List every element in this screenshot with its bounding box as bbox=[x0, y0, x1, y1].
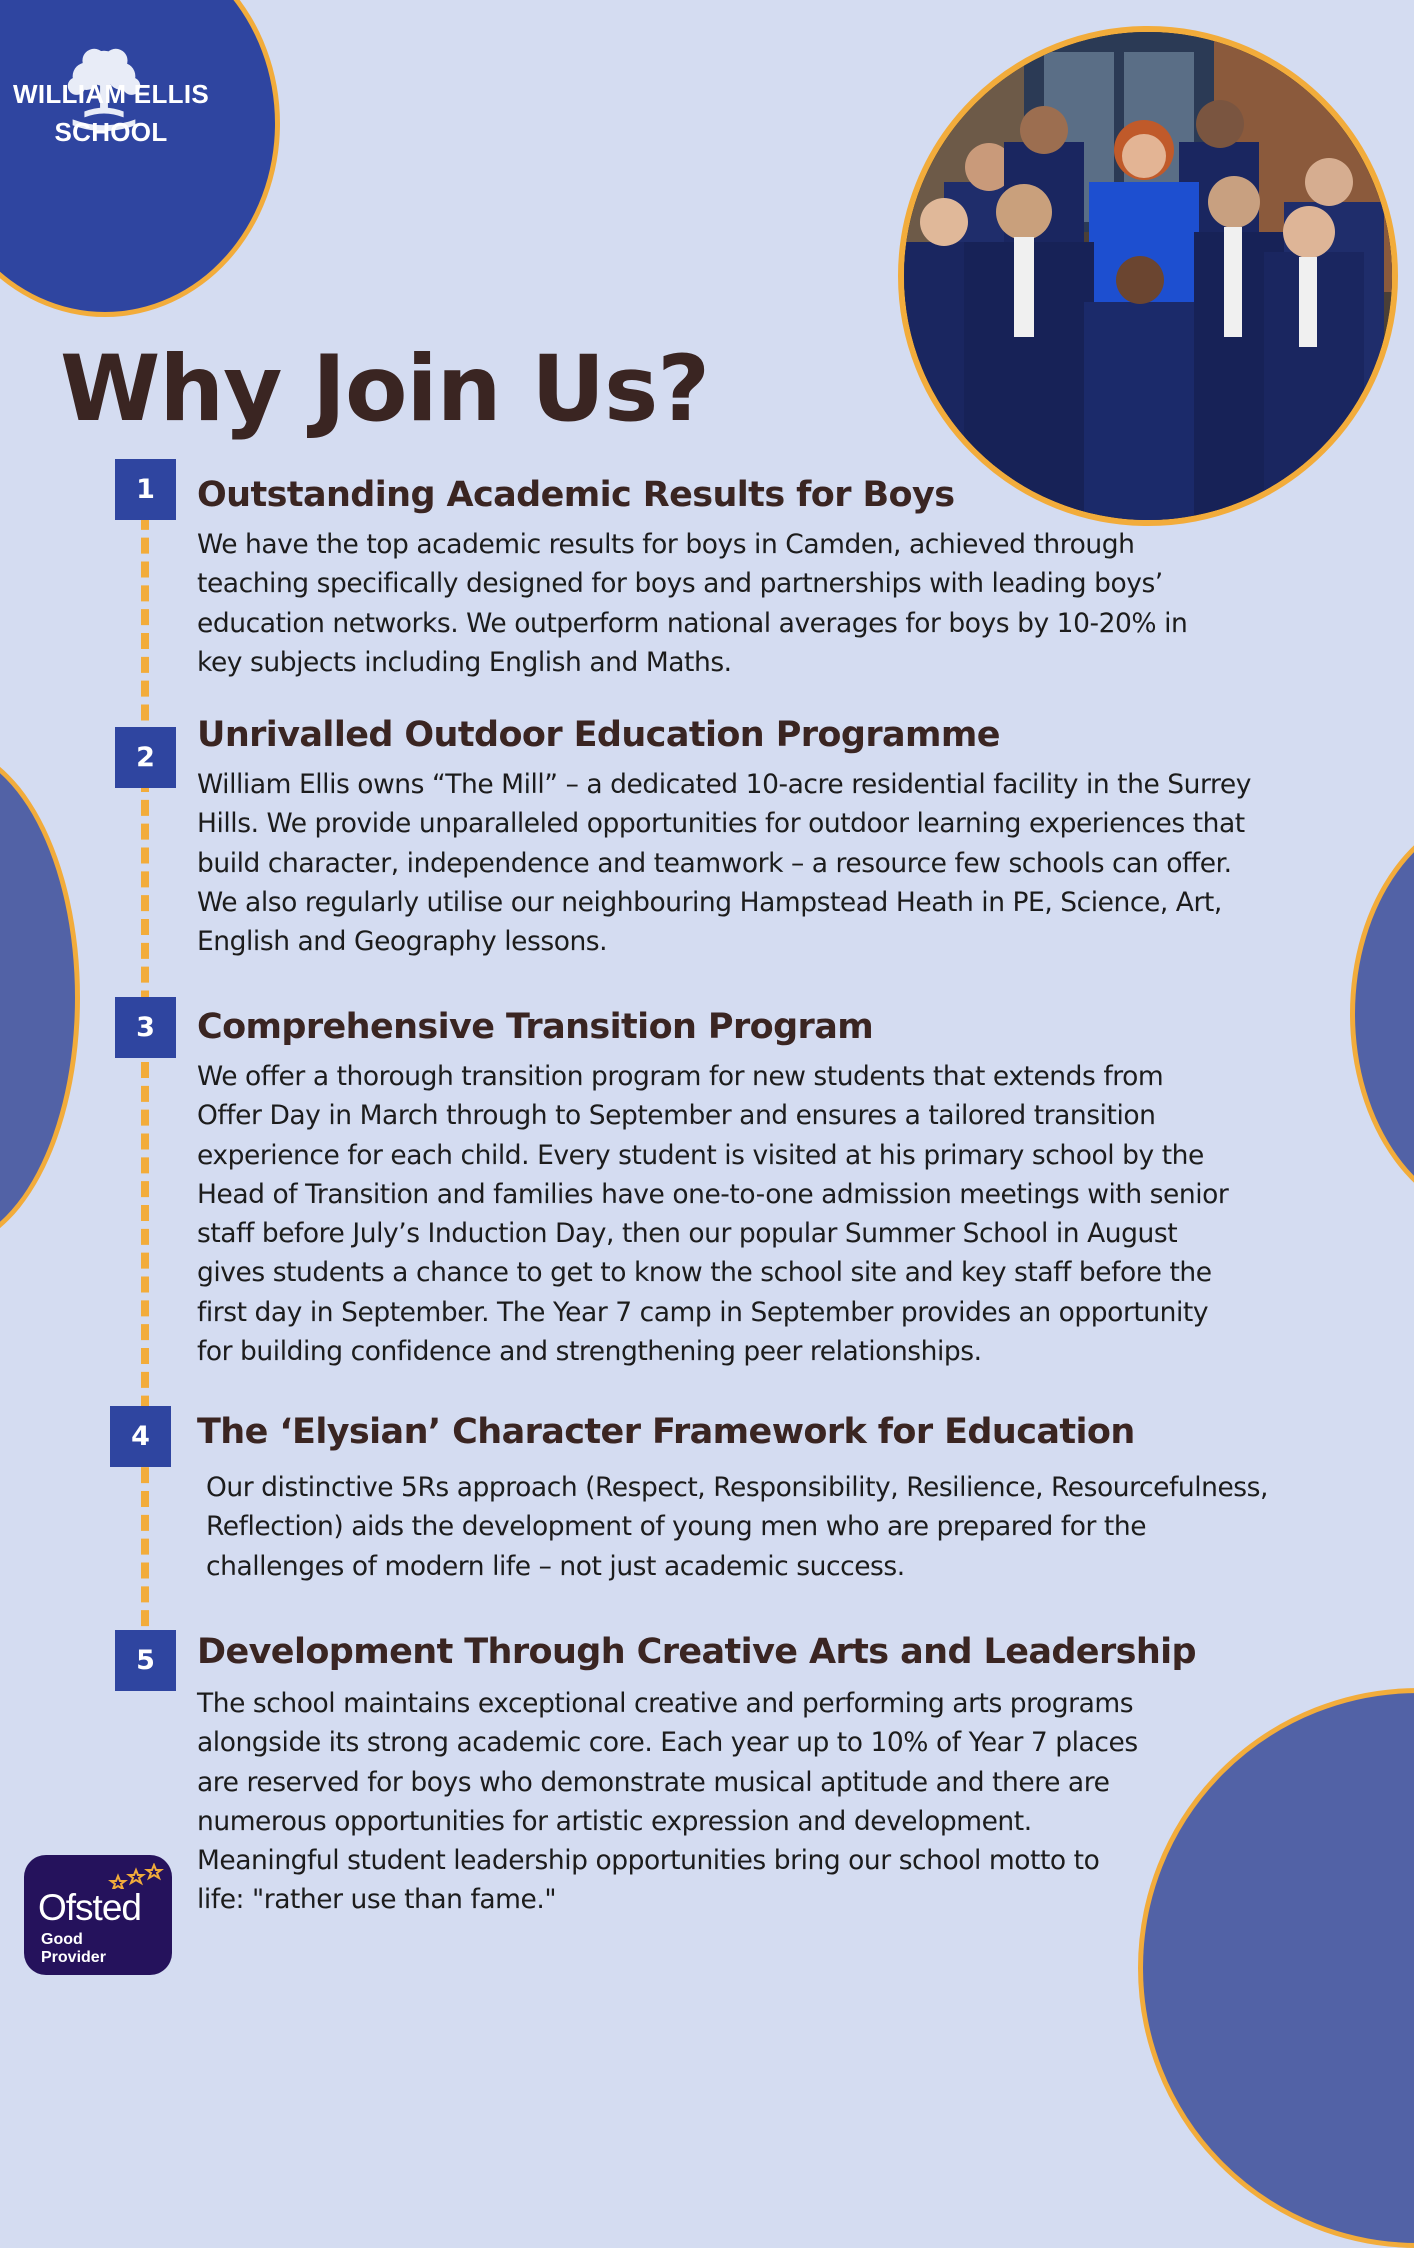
item-title-4: The ‘Elysian’ Character Framework for Education bbox=[197, 1412, 1135, 1452]
item-title-1: Outstanding Academic Results for Boys bbox=[197, 475, 955, 515]
ofsted-grade: Good Provider bbox=[41, 1931, 106, 1966]
item-number-5: 5 bbox=[115, 1630, 176, 1691]
item-title-3: Comprehensive Transition Program bbox=[197, 1007, 874, 1047]
timeline-line bbox=[141, 490, 149, 1650]
school-logo bbox=[0, 0, 280, 317]
item-description-5: The school maintains exceptional creative and performing arts programs alongside its strong academic core. Each year up to 10% of Year 7 places are reserved for boys who demonstrate musical aptitude and there are numerous opportunities for artistic expression and development. Meaningful student leadership opportunities bring our school motto to life: "rather use than fame." bbox=[197, 1688, 1138, 1916]
item-number-3: 3 bbox=[115, 997, 176, 1058]
stars-icon bbox=[108, 1863, 178, 1889]
page-title: Why Join Us? bbox=[60, 337, 710, 442]
decorative-circle-right bbox=[1350, 808, 1414, 1220]
item-description-3: We offer a thorough transition program for new students that extends from Offer Day in March through to September and ensures a tailored transition experience for each child. Every student is visited at his primary school by the Head of Transition and families have one-to-one admission meetings with senior staff before July’s Induction Day, then our popular Summer School in August gives students a chance to get to know the school site and key staff before the first day in September. The Year 7 camp in September provides an opportunity for building confidence and strengthening peer relationships. bbox=[197, 1061, 1229, 1368]
item-number-1: 1 bbox=[115, 459, 176, 520]
school-name: WILLIAM ELLIS SCHOOL bbox=[13, 79, 209, 147]
photo-illustration bbox=[904, 32, 1392, 520]
ofsted-wordmark: Ofsted bbox=[38, 1887, 141, 1928]
item-description-4: Our distinctive 5Rs approach (Respect, Responsibility, Resilience, Resourcefulness, Reflection) aids the development of young men who are prepared for the challenges of modern life – not just academic success. bbox=[206, 1472, 1268, 1582]
students-group-photo bbox=[898, 26, 1398, 526]
decorative-circle-bottom bbox=[1138, 1688, 1414, 2248]
item-title-5: Development Through Creative Arts and Leadership bbox=[197, 1632, 1197, 1672]
decorative-circle-left bbox=[0, 745, 80, 1250]
item-description-2: William Ellis owns “The Mill” – a dedicated 10-acre residential facility in the Surrey Hills. We provide unparalleled opportunities for outdoor learning experiences that build character, independence and teamwork – a resource few schools can offer. We also regularly utilise our neighbouring Hampstead Heath in PE, Science, Art, English and Geography lessons. bbox=[197, 769, 1251, 958]
ofsted-badge bbox=[24, 1855, 172, 1975]
item-number-4: 4 bbox=[110, 1406, 171, 1467]
item-title-2: Unrivalled Outdoor Education Programme bbox=[197, 715, 1000, 755]
item-number-2: 2 bbox=[115, 727, 176, 788]
item-description-1: We have the top academic results for boys in Camden, achieved through teaching specifically designed for boys and partnerships with leading boys’ education networks. We outperform national averages for boys by 10-20% in key subjects including English and Maths. bbox=[197, 529, 1188, 678]
